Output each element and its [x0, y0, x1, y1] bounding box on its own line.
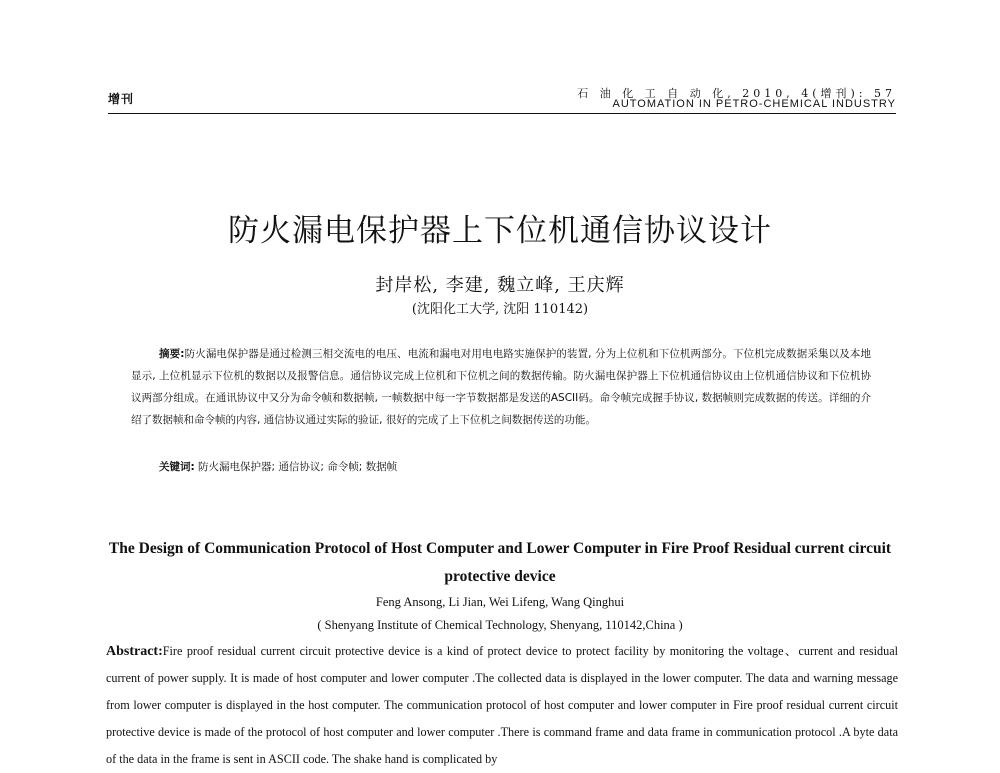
abstract-cn-label: 摘要: [159, 348, 185, 360]
keywords-cn-text: 防火漏电保护器; 通信协议; 命令帧; 数据帧 [198, 461, 398, 473]
keywords-cn-label: 关键词: [159, 461, 195, 473]
journal-citation-cn: 石 油 化 工 自 动 化, 2010, 4(增刊): 57 [577, 87, 896, 100]
abstract-en-text: Fire proof residual current circuit protective device is a kind of protect device to protect facility by monitoring the voltage、current and residual current of power supply. It is made of host computer and lower computer .The collected data is displayed in the lower computer. The data and warning message from lower computer is displayed in the host computer. The communication protocol of host computer and lower computer in Fire proof residual current circuit protective device is made of the protocol of host computer and lower computer .There is command frame and data frame in communication protocol .A byte data of the data in the frame is sent in ASCII code. The shake hand is complicated by [106, 644, 898, 766]
authors-en: Feng Ansong, Li Jian, Wei Lifeng, Wang Qinghui [375, 595, 625, 609]
abstract-en [106, 638, 898, 773]
authors-cn: 封岸松, 李建, 魏立峰, 王庆辉 [375, 275, 625, 296]
header-rule [108, 113, 896, 114]
journal-name-en: AUTOMATION IN PETRO-CHEMICAL INDUSTRY [612, 98, 896, 110]
affiliation-en: ( Shenyang Institute of Chemical Technology, Shenyang, 110142,China ) [317, 618, 683, 632]
running-header-section: 增刊 [108, 92, 135, 106]
keywords-cn [159, 459, 397, 474]
paper-title-en: The Design of Communication Protocol of Host Computer and Lower Computer in Fire Proof Residual current circuit protective device [108, 540, 892, 585]
affiliation-cn: (沈阳化工大学, 沈阳 110142) [411, 302, 589, 317]
paper-title-cn: 防火漏电保护器上下位机通信协议设计 [228, 213, 772, 249]
abstract-cn-text: 防火漏电保护器是通过检测三相交流电的电压、电流和漏电对用电电路实施保护的装置, 分为上位机和下位机两部分。下位机完成数据采集以及本地显示, 上位机显示下位机的数据以及报警信息。通信协议完成上位机和下位机之间的数据传输。防火漏电保护器上下位机通信协议由上位机通信协议和下位机协议两部分组成。在通讯协议中又分为命令帧和数据帧, 一帧数据中每一字节数据都是发送的ASCII码。命令帧完成握手协议, 数据帧则完成数据的传送。详细的介绍了数据帧和命令帧的内容, 通信协议通过实际的验证, 很好的完成了上下位机之间数据传送的功能。 [131, 348, 871, 426]
abstract-en-label: Abstract: [106, 644, 163, 659]
abstract-cn [131, 343, 871, 431]
